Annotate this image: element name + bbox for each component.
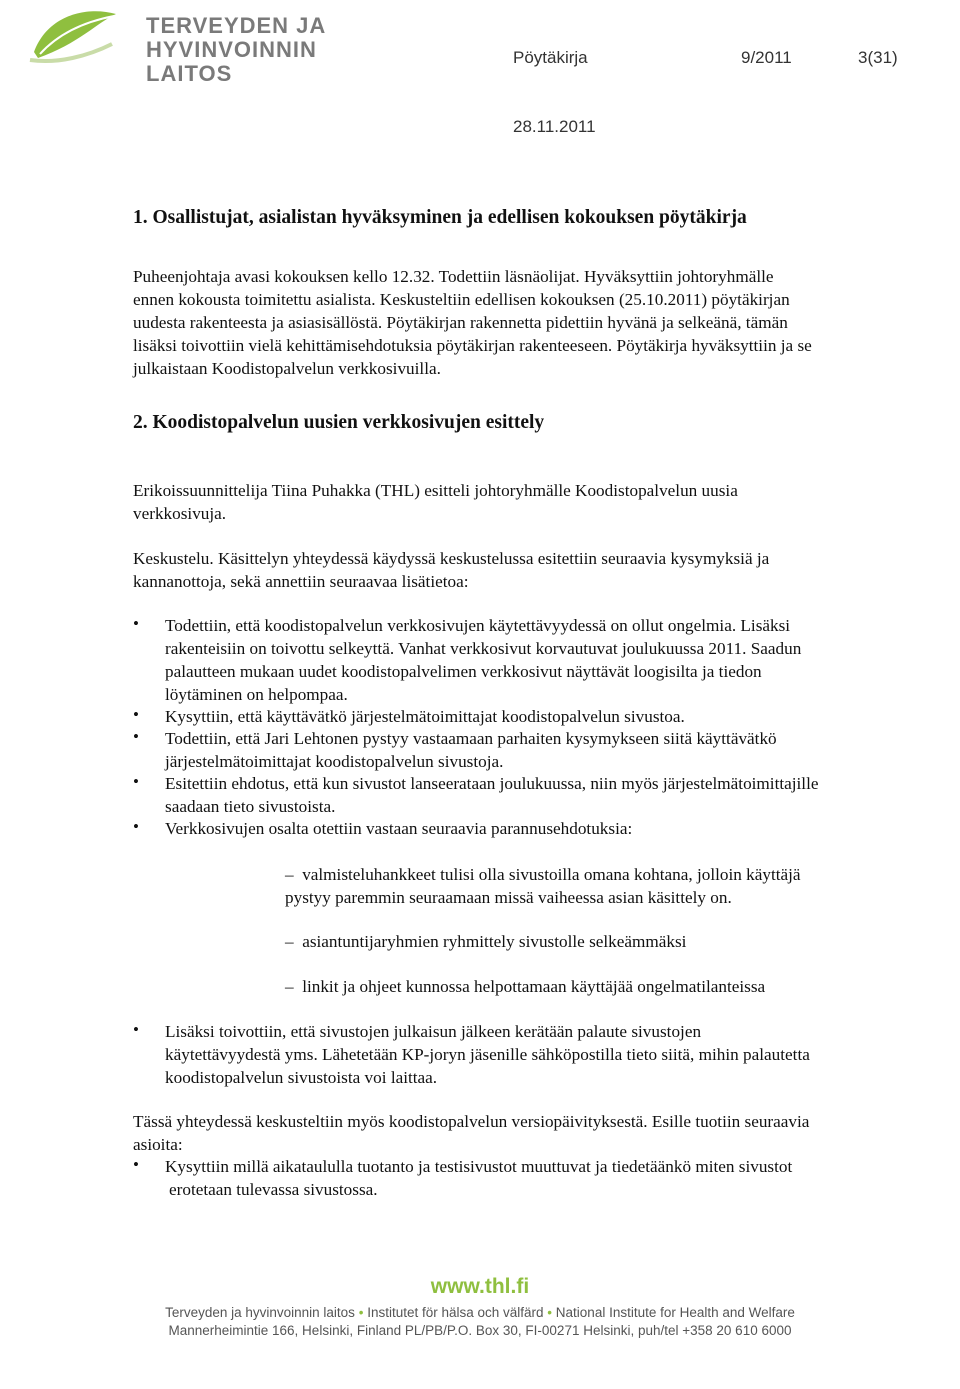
- page-number: 3(31): [858, 48, 898, 67]
- version-paragraph: Tässä yhteydessä keskusteltiin myös koodistopalvelun versiopäivityksestä. Esille tuotiin seuraavia asioita:: [133, 1112, 810, 1154]
- section-2-heading: 2. Koodistopalvelun uusien verkkosivujen esittely: [133, 412, 545, 433]
- bullet-marker: •: [133, 727, 139, 746]
- bullet-item: Kysyttiin, että käyttävätkö järjestelmätoimittajat koodistopalvelun sivustoa.: [165, 707, 685, 726]
- separator-dot: •: [358, 1305, 364, 1320]
- dash-marker: –: [285, 977, 294, 996]
- logo-wordmark: TERVEYDEN JA HYVINVOINNIN LAITOS: [146, 13, 327, 86]
- thl-logo: [28, 4, 378, 86]
- bullet-item: Todettiin, että koodistopalvelun verkkosivujen käytettävyydessä on ollut ongelmia. Lisäksi rakenteisiin on toivottu selkeyttä. Vanhat verkkosivut korvautuvat joulukuussa 2011. Saadun palautteen mukaan uudet koodistopalvelimen verkkosivut näyttävät loogisilta ja tiedon löytäminen on helpompaa.: [165, 616, 802, 704]
- suggestion-item: – valmisteluhankkeet tulisi olla sivustoilla omana kohtana, jolloin käyttäjä pystyy paremmin seuraamaan missä vaiheessa asian käsittely on.: [285, 865, 801, 907]
- leaf-logo-icon: [28, 4, 123, 66]
- bullet-marker: •: [133, 1155, 139, 1174]
- bullet-item: Todettiin, että Jari Lehtonen pystyy vastaamaan parhaiten kysymykseen siitä käyttävätkö järjestelmätoimittajat koodistopalvelun sivustoja.: [165, 729, 777, 771]
- doc-type: Pöytäkirja: [513, 48, 588, 67]
- doc-number: 9/2011: [741, 48, 792, 67]
- bullet-marker: •: [133, 817, 139, 836]
- bullet-marker: •: [133, 705, 139, 724]
- bullet-marker: •: [133, 1020, 139, 1039]
- section-2-intro: Erikoissuunnittelija Tiina Puhakka (THL) esitteli johtoryhmälle Koodistopalvelun uusia verkkosivuja.: [133, 481, 738, 523]
- footer-address: Mannerheimintie 166, Helsinki, Finland PL/PB/P.O. Box 30, FI-00271 Helsinki, puh/tel +358 20 610 6000: [168, 1323, 792, 1338]
- bullet-item: Verkkosivujen osalta otettiin vastaan seuraavia parannusehdotuksia:: [165, 819, 633, 838]
- separator-dot: •: [547, 1305, 553, 1320]
- bullet-item: Lisäksi toivottiin, että sivustojen julkaisun jälkeen kerätään palaute sivustojen käytettävyydestä yms. Lähetetään KP-joryn jäsenille sähköpostilla tieto siitä, mihin palautetta koodistopalvelun sivustoista voi laittaa.: [165, 1022, 810, 1087]
- discussion-paragraph: Keskustelu. Käsittelyn yhteydessä käydyssä keskustelussa esitettiin seuraavia kysymyksiä ja kannanottoja, sekä annettiin seuraavaa lisätietoa:: [133, 549, 770, 591]
- dash-marker: –: [285, 865, 294, 884]
- bullet-marker: •: [133, 614, 139, 633]
- bullet-item: Esitettiin ehdotus, että kun sivustot lanseerataan joulukuussa, niin myös järjestelmätoimittajille saadaan tieto sivustoista.: [165, 774, 819, 816]
- bullet-item: Kysyttiin millä aikataululla tuotanto ja testisivustot muuttuvat ja tiedetäänkö miten sivustot erotetaan tulevassa sivustossa.: [165, 1157, 793, 1199]
- doc-date: 28.11.2011: [513, 117, 596, 136]
- section-1-paragraph: Puheenjohtaja avasi kokouksen kello 12.32. Todettiin läsnäolijat. Hyväksyttiin johtoryhmälle ennen kokousta toimitettu asialista. Keskusteltiin edellisen kokouksen (25.10.2011) pöytäkirjan uudesta rakenteesta ja asiasisällöstä. Pöytäkirjan rakennetta pidettiin hyvänä ja selkeänä, tämän lisäksi toivottiin vielä kehittämisehdotuksia pöytäkirjan rakenteeseen. Pöytäkirja hyväksyttiin ja se julkaistaan Koodistopalvelun verkkosivuilla.: [133, 267, 812, 378]
- section-1-heading: 1. Osallistujat, asialistan hyväksyminen ja edellisen kokouksen pöytäkirja: [133, 207, 747, 228]
- footer-institute-names: Terveyden ja hyvinvoinnin laitos • Institutet för hälsa och välfärd • National Institute for Health and Welfare: [165, 1305, 795, 1320]
- bullet-marker: •: [133, 772, 139, 791]
- suggestion-item: – asiantuntijaryhmien ryhmittely sivustolle selkeämmäksi: [285, 932, 687, 951]
- suggestion-item: – linkit ja ohjeet kunnossa helpottamaan käyttäjää ongelmatilanteissa: [285, 977, 766, 996]
- dash-marker: –: [285, 932, 294, 951]
- footer-url: www.thl.fi: [430, 1275, 530, 1298]
